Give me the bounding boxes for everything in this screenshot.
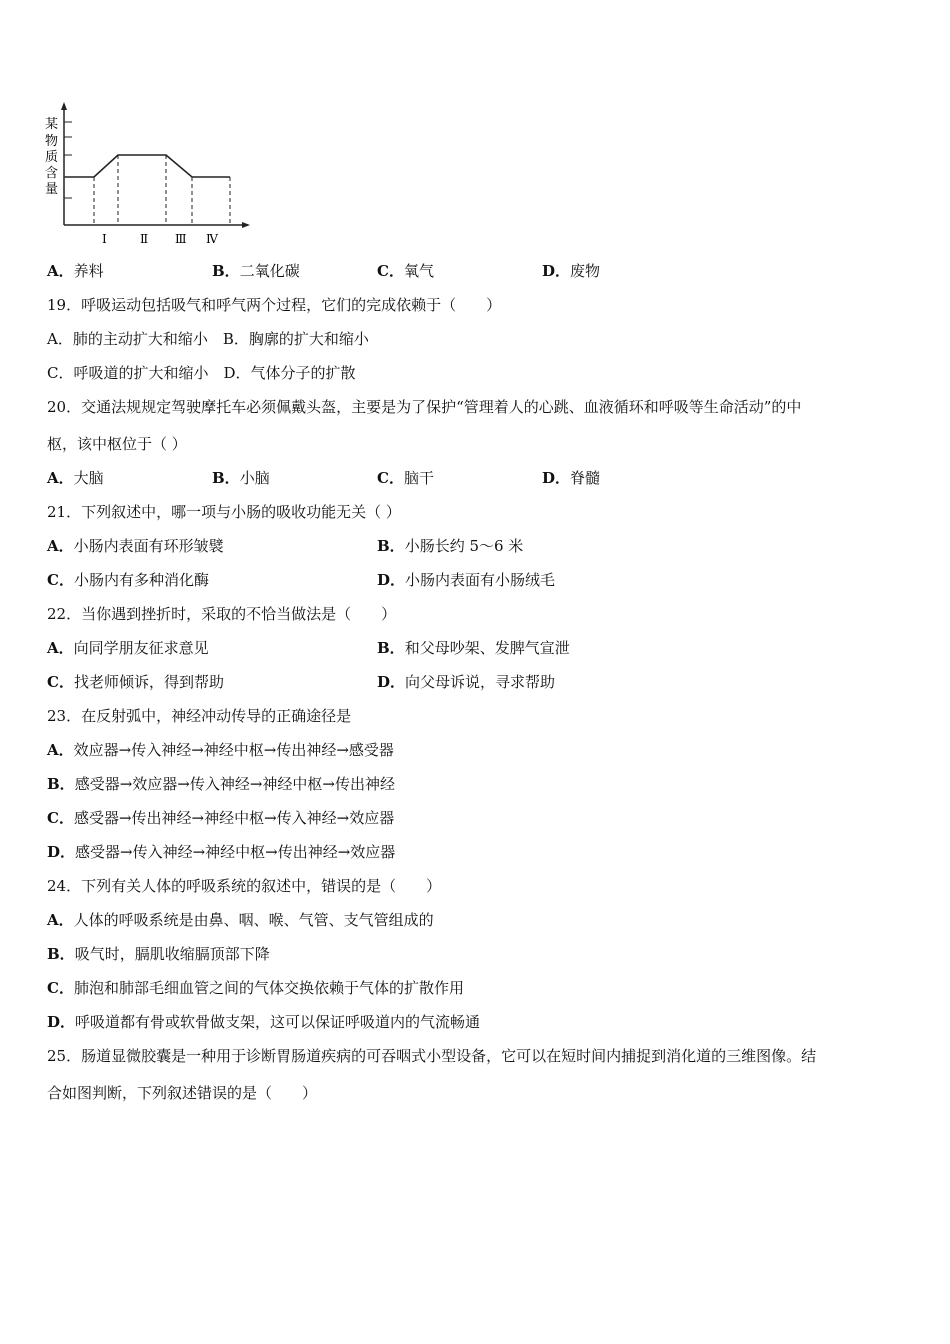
option-letter: D．: [47, 843, 76, 861]
option-letter: D．: [542, 469, 571, 487]
option-d[interactable]: [47, 1012, 480, 1032]
question-22-stem: 22．当你遇到挫折时，采取的不恰当做法是（ ）: [47, 605, 397, 623]
option-text: 效应器→传入神经→神经中枢→传出神经→感受器: [73, 741, 394, 759]
option-b[interactable]: [47, 944, 270, 964]
option-text: 脑干: [403, 469, 434, 487]
option-c[interactable]: [47, 808, 394, 828]
option-text: 小肠长约 5～6 米: [404, 537, 524, 555]
ylabel-char: 物: [45, 134, 59, 149]
option-text: 小肠内表面有环形皱襞: [73, 537, 224, 555]
option-text: 呼吸道都有骨或软骨做支架，这可以保证呼吸道内的气流畅通: [75, 1013, 481, 1031]
option-text: 肺泡和肺部毛细血管之间的气体交换依赖于气体的扩散作用: [73, 979, 464, 997]
option-letter: B．: [47, 945, 75, 963]
option-c[interactable]: [377, 261, 434, 281]
option-text: 废物: [570, 262, 601, 280]
option-letter: C．: [47, 571, 74, 589]
question-24-stem: 24．下列有关人体的呼吸系统的叙述中，错误的是（ ）: [47, 877, 442, 895]
series-line: [65, 155, 230, 177]
option-text: 人体的呼吸系统是由鼻、咽、喉、气管、支气管组成的: [73, 911, 434, 929]
option-text: 感受器→传出神经→神经中枢→传入神经→效应器: [73, 809, 395, 827]
option-letter: A．: [47, 469, 74, 487]
option-letter: D．: [377, 571, 406, 589]
option-text: 小脑: [239, 469, 270, 487]
option-a[interactable]: [47, 910, 434, 930]
option-b[interactable]: [47, 774, 395, 794]
option-letter: B．: [212, 469, 240, 487]
option-c[interactable]: [377, 468, 434, 488]
option-c[interactable]: [47, 570, 209, 590]
option-letter: A．: [47, 537, 74, 555]
option-letter: A．: [47, 911, 74, 929]
option-a[interactable]: [47, 468, 104, 488]
option-text: 和父母吵架、发脾气宣泄: [404, 639, 570, 657]
option-letter: B．: [47, 775, 75, 793]
option-text: 向父母诉说，寻求帮助: [405, 673, 556, 691]
option-d[interactable]: [377, 672, 555, 692]
option-letter: C．: [377, 262, 404, 280]
option-b[interactable]: [377, 638, 570, 658]
option-letter: C．: [377, 469, 404, 487]
option-c[interactable]: [47, 978, 464, 998]
question-25-stem: 25．肠道显微胶囊是一种用于诊断胃肠道疾病的可吞咽式小型设备，它可以在短时间内捕捉到消化道的三维图像。结: [47, 1047, 817, 1065]
ylabel-char: 量: [45, 182, 59, 197]
option-d[interactable]: [47, 842, 395, 862]
option-b[interactable]: [377, 536, 523, 556]
x-axis-arrow: [242, 222, 250, 228]
question-19-options-cd[interactable]: C．呼吸道的扩大和缩小 D．气体分子的扩散: [47, 364, 356, 382]
option-letter: D．: [47, 1013, 76, 1031]
option-letter: D．: [377, 673, 406, 691]
option-a[interactable]: [47, 740, 394, 760]
option-text: 感受器→效应器→传入神经→神经中枢→传出神经: [74, 775, 395, 793]
ylabel-char: 含: [45, 166, 59, 181]
option-d[interactable]: [542, 261, 600, 281]
option-a[interactable]: [47, 536, 224, 556]
option-letter: A．: [47, 639, 74, 657]
question-21-stem: 21．下列叙述中，哪一项与小肠的吸收功能无关（ ）: [47, 503, 401, 521]
option-letter: A．: [47, 741, 74, 759]
x-tick-label: Ⅰ: [102, 232, 107, 246]
ylabel-char: 质: [45, 150, 59, 165]
ylabel-char: 某: [45, 117, 59, 132]
option-d[interactable]: [377, 570, 555, 590]
option-text: 小肠内表面有小肠绒毛: [405, 571, 556, 589]
option-text: 感受器→传入神经→神经中枢→传出神经→效应器: [75, 843, 396, 861]
substance-content-chart: [40, 100, 260, 250]
x-tick-label: Ⅱ: [140, 232, 149, 246]
x-tick-label: Ⅲ: [175, 232, 187, 246]
option-text: 养料: [73, 262, 104, 280]
option-letter: C．: [47, 979, 74, 997]
option-a[interactable]: [47, 261, 104, 281]
x-tick-label: Ⅳ: [206, 232, 218, 246]
option-b[interactable]: [212, 468, 270, 488]
question-20-stem: 20．交通法规规定驾驶摩托车必须佩戴头盔，主要是为了保护“管理着人的心跳、血液循环和呼吸等生命活动”的中: [47, 398, 802, 416]
option-text: 吸气时，膈肌收缩膈顶部下降: [74, 945, 270, 963]
option-letter: C．: [47, 673, 74, 691]
option-text: 二氧化碳: [239, 262, 300, 280]
y-axis-arrow: [61, 102, 67, 110]
option-letter: C．: [47, 809, 74, 827]
option-text: 找老师倾诉，得到帮助: [73, 673, 224, 691]
question-23-stem: 23．在反射弧中，神经冲动传导的正确途径是: [47, 707, 352, 725]
option-text: 向同学朋友征求意见: [73, 639, 209, 657]
question-19-options-ab[interactable]: A．肺的主动扩大和缩小 B．胸廓的扩大和缩小: [47, 330, 369, 348]
option-text: 氧气: [403, 262, 434, 280]
question-20-stem-cont: 枢，该中枢位于（ ）: [47, 435, 187, 453]
question-19-stem: 19．呼吸运动包括吸气和呼气两个过程，它们的完成依赖于（ ）: [47, 296, 502, 314]
option-a[interactable]: [47, 638, 209, 658]
question-25-stem-cont: 合如图判断，下列叙述错误的是（ ）: [47, 1084, 318, 1102]
option-letter: B．: [377, 537, 405, 555]
option-letter: B．: [212, 262, 240, 280]
option-letter: D．: [542, 262, 571, 280]
option-c[interactable]: [47, 672, 224, 692]
option-b[interactable]: [212, 261, 300, 281]
option-letter: B．: [377, 639, 405, 657]
option-text: 小肠内有多种消化酶: [73, 571, 209, 589]
option-d[interactable]: [542, 468, 600, 488]
option-letter: A．: [47, 262, 74, 280]
option-text: 脊髓: [570, 469, 601, 487]
option-text: 大脑: [73, 469, 104, 487]
